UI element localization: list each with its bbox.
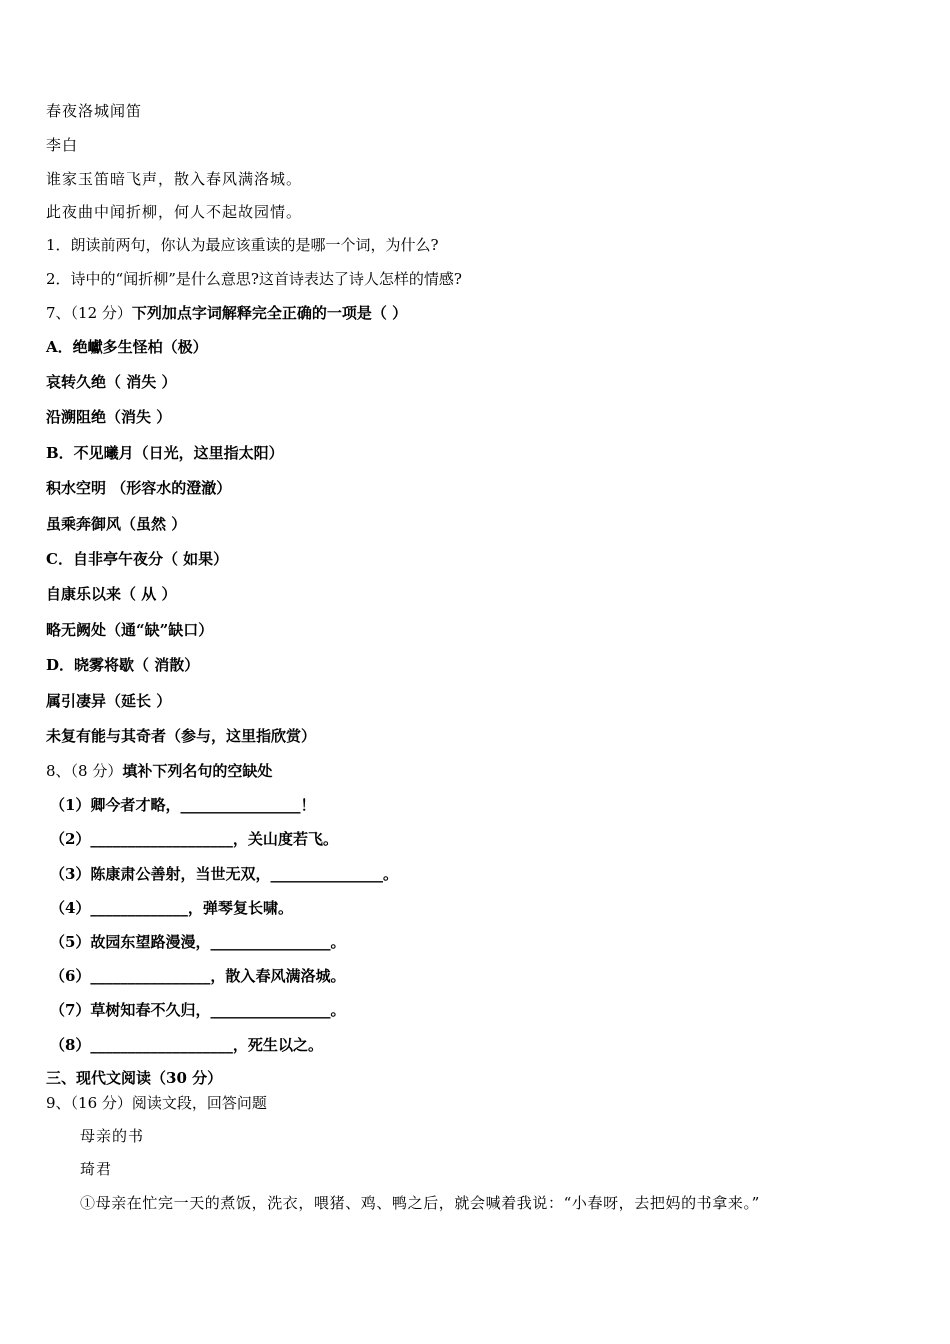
section-heading: 三、现代文阅读（30 分） xyxy=(46,1069,223,1087)
q7-option: 沿溯阻绝（消失 ） xyxy=(46,408,172,426)
q8-item: （7）草树知春不久归，________________。 xyxy=(50,1001,346,1019)
question-8-number: 8、（8 分） xyxy=(46,762,123,780)
article-author: 琦君 xyxy=(80,1160,113,1178)
question-7-stem: 下列加点字词解释完全正确的一项是（ ） xyxy=(131,304,408,322)
poem-author: 李白 xyxy=(46,136,79,154)
q8-item: （6）________________，散入春风满洛城。 xyxy=(50,967,346,985)
poem-title: 春夜洛城闻笛 xyxy=(46,102,143,120)
q7-option: 虽乘奔御风（虽然 ） xyxy=(46,515,187,533)
q8-item: （2）___________________，关山度若飞。 xyxy=(50,830,338,848)
q7-option: 积水空明 （形容水的澄澈） xyxy=(46,479,232,497)
q8-item: （5）故园东望路漫漫，________________。 xyxy=(50,933,346,951)
q8-item: （3）陈康肃公善射，当世无双，_______________。 xyxy=(50,865,398,883)
q8-item: （1）卿今者才略，________________！ xyxy=(50,796,316,814)
question-8-stem: 填补下列名句的空缺处 xyxy=(122,762,273,780)
question-7 xyxy=(46,303,407,323)
article-title: 母亲的书 xyxy=(80,1127,145,1145)
q7-option: C．自非亭午夜分（ 如果） xyxy=(46,550,229,568)
question-8 xyxy=(46,761,272,781)
q7-option: 略无阙处（通“缺”缺口） xyxy=(46,621,214,639)
q7-option: 未复有能与其奇者（参与，这里指欣赏） xyxy=(46,727,317,745)
q8-item: （8）___________________，死生以之。 xyxy=(50,1036,323,1054)
q7-option: B．不见曦月（日光，这里指太阳） xyxy=(46,444,284,462)
poem-question-2: 2．诗中的“闻折柳”是什么意思?这首诗表达了诗人怎样的情感? xyxy=(46,270,462,288)
q7-option: 属引凄异（延长 ） xyxy=(46,692,172,710)
q8-item: （4）_____________，弹琴复长啸。 xyxy=(50,899,293,917)
q7-option: D．晓雾将歇（ 消散） xyxy=(46,656,200,674)
question-7-number: 7、（12 分） xyxy=(46,304,132,322)
q7-option: A．绝巘多生怪柏（极） xyxy=(46,338,208,356)
article-paragraph-1: ①母亲在忙完一天的煮饭，洗衣，喂猪、鸡、鸭之后，就会喊着我说：“小春呀，去把妈的书拿来。” xyxy=(80,1194,760,1212)
poem-line-2: 此夜曲中闻折柳，何人不起故园情。 xyxy=(46,203,303,221)
q7-option: 哀转久绝（ 消失 ） xyxy=(46,373,177,391)
poem-line-1: 谁家玉笛暗飞声，散入春风满洛城。 xyxy=(46,170,303,188)
poem-question-1: 1．朗读前两句，你认为最应该重读的是哪一个词，为什么? xyxy=(46,236,439,254)
q7-option: 自康乐以来（ 从 ） xyxy=(46,585,177,603)
question-9: 9、（16 分）阅读文段，回答问题 xyxy=(46,1094,267,1112)
